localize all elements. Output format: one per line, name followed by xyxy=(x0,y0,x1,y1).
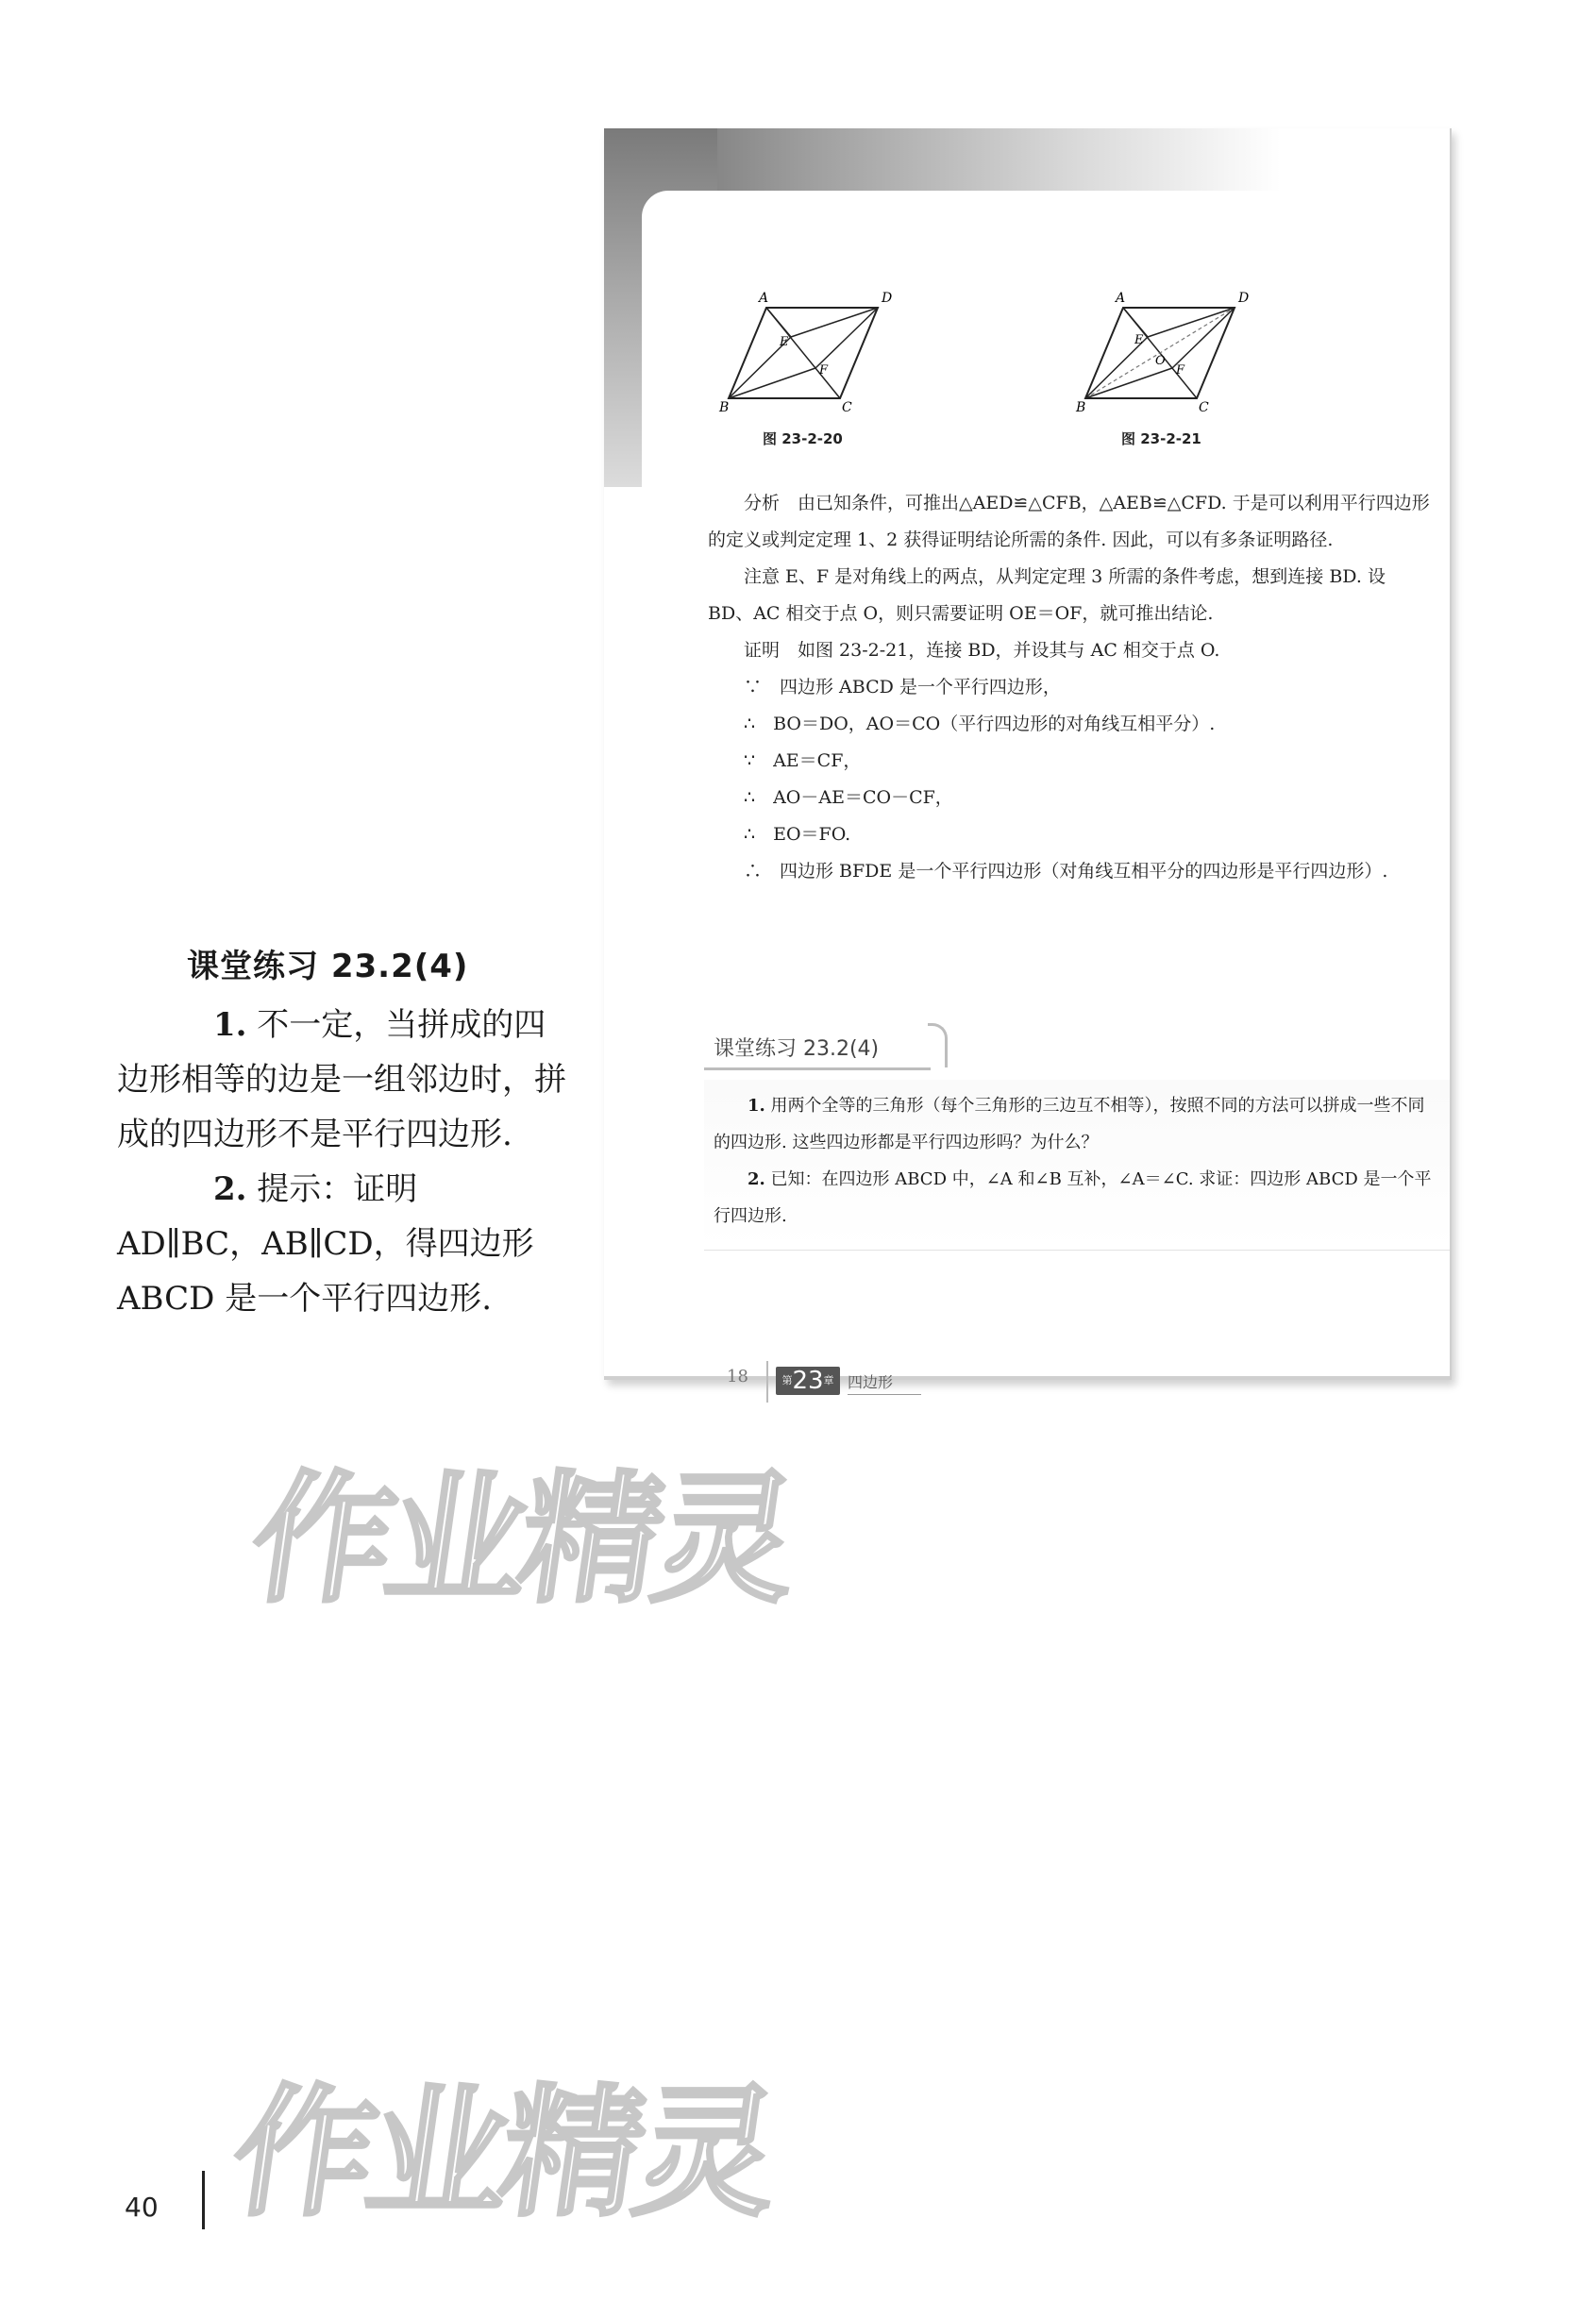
answer-title: 课堂练习 23.2(4) xyxy=(187,948,469,985)
chapter-title: 四边形 xyxy=(848,1370,921,1395)
proof-step: ∴ 四边形 BFDE 是一个平行四边形（对角线互相平分的四边形是平行四边形）. xyxy=(744,861,1388,882)
decorative-header-band xyxy=(604,128,1450,194)
page-number-divider xyxy=(202,2171,205,2229)
chapter-prefix: 第 xyxy=(781,1374,793,1386)
answer-item-2 xyxy=(117,1162,570,1326)
point-label: A xyxy=(759,291,769,306)
watermark: 作业精灵 xyxy=(241,1458,801,1622)
segment-fb xyxy=(1085,368,1172,398)
point-label: E xyxy=(780,335,789,349)
point-label: B xyxy=(719,400,730,415)
figure-23-2-20 xyxy=(717,285,906,417)
point-label: D xyxy=(1238,291,1250,306)
page-number: 40 xyxy=(125,2192,159,2223)
textbook-page-number: 18 xyxy=(727,1367,748,1386)
chapter-badge xyxy=(776,1367,840,1395)
proof-step: ∴ EO＝FO. xyxy=(744,824,851,845)
point-label: D xyxy=(882,291,893,306)
point-label: B xyxy=(1076,400,1086,415)
segment-ed xyxy=(1148,308,1235,337)
question-number: 1. xyxy=(748,1096,765,1116)
proof-text xyxy=(708,485,1435,890)
point-label: A xyxy=(1116,291,1126,306)
question-text: 已知：在四边形 ABCD 中，∠A 和∠B 互补，∠A＝∠C. 求证：四边形 ABCD 是一个平行四边形. xyxy=(714,1169,1432,1226)
point-label: F xyxy=(1176,363,1185,378)
point-label: O xyxy=(1155,354,1166,368)
point-label: F xyxy=(819,363,829,378)
segment-fd xyxy=(815,308,878,368)
proof-intro: 证明 如图 23-2-21，连接 BD，并设其与 AC 相交于点 O. xyxy=(744,640,1220,661)
segment-fd xyxy=(1172,308,1235,368)
practice-question-2 xyxy=(714,1161,1440,1235)
segment-fb xyxy=(729,368,815,398)
watermark: 作业精灵 xyxy=(222,2072,782,2236)
segment-ed xyxy=(791,308,878,337)
answer-number: 1. xyxy=(213,1006,247,1044)
proof-step: ∴ BO＝DO，AO＝CO（平行四边形的对角线互相平分）. xyxy=(744,714,1216,734)
chapter-suffix: 章 xyxy=(823,1374,834,1386)
analysis-paragraph: 分析 由已知条件，可推出△AED≌△CFB，△AEB≌△CFD. 于是可以利用平行四边形的定义或判定定理 1、2 获得证明结论所需的条件. 因此，可以有多条证明路径. xyxy=(708,493,1430,550)
point-label: E xyxy=(1134,333,1144,347)
answer-section xyxy=(117,940,570,1326)
practice-question-1 xyxy=(714,1087,1440,1161)
proof-step: ∴ AO－AE＝CO－CF， xyxy=(744,787,953,808)
footer-divider xyxy=(766,1361,768,1403)
figure-23-2-21 xyxy=(1074,285,1263,417)
textbook-page-scan xyxy=(604,128,1452,1395)
analysis-paragraph: 注意 E、F 是对角线上的两点，从判定定理 3 所需的条件考虑，想到连接 BD. 设 BD、AC 相交于点 O，则只需要证明 OE＝OF，就可推出结论. xyxy=(708,566,1386,624)
answer-text: 不一定，当拼成的四边形相等的边是一组邻边时，拼成的四边形不是平行四边形. xyxy=(117,1006,566,1153)
proof-step: ∵ 四边形 ABCD 是一个平行四边形， xyxy=(744,677,1061,697)
textbook-footer xyxy=(717,1361,1000,1403)
question-text: 用两个全等的三角形（每个三角形的三边互不相等），按照不同的方法可以拼成一些不同的四边形. 这些四边形都是平行四边形吗？为什么？ xyxy=(714,1096,1425,1152)
practice-body xyxy=(704,1080,1450,1251)
figure-caption: 图 23-2-21 xyxy=(1121,430,1201,447)
practice-title: 课堂练习 23.2(4) xyxy=(704,1023,931,1070)
point-label: C xyxy=(1199,400,1209,415)
point-label: C xyxy=(842,400,852,415)
answer-text: 提示：证明 AD∥BC，AB∥CD，得四边形 ABCD 是一个平行四边形. xyxy=(117,1170,534,1318)
question-number: 2. xyxy=(748,1169,765,1189)
proof-step: ∵ AE＝CF， xyxy=(744,750,862,771)
practice-box xyxy=(704,1023,1450,1325)
chapter-number: 23 xyxy=(792,1367,824,1395)
answer-item-1 xyxy=(117,998,570,1162)
figure-caption: 图 23-2-20 xyxy=(763,430,843,447)
answer-number: 2. xyxy=(213,1170,247,1208)
diagonal-bd-dashed xyxy=(1085,308,1235,398)
textbook-content xyxy=(642,191,1450,1395)
